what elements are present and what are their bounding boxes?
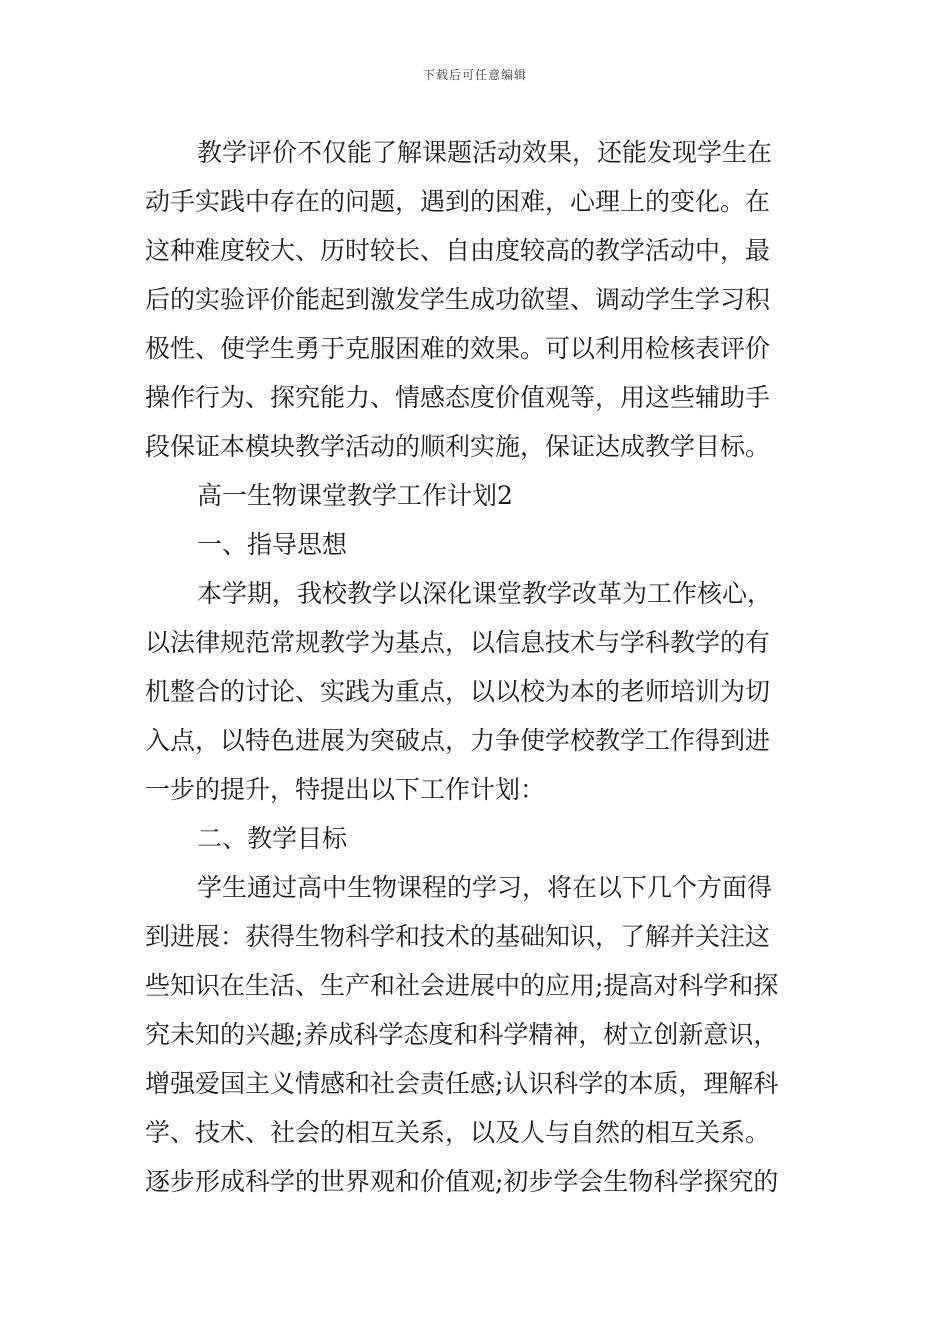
section-heading-teaching-goals: 二、教学目标 bbox=[197, 824, 348, 853]
text-line: 教学评价不仅能了解课题活动效果，还能发现学生在 bbox=[197, 138, 773, 167]
text-line: 些知识在生活、生产和社会进展中的应用;提高对科学和探 bbox=[145, 971, 779, 1000]
text-line: 到进展：获得生物科学和技术的基础知识，了解并关注这 bbox=[145, 922, 771, 951]
text-line: 后的实验评价能起到激发学生成功欲望、调动学生学习积 bbox=[145, 285, 771, 314]
text-line: 机整合的讨论、实践为重点，以以校为本的老师培训为切 bbox=[145, 677, 771, 706]
paragraph-guiding-thought bbox=[145, 569, 810, 814]
text-line: 本学期，我校教学以深化课堂教学改革为工作核心， bbox=[197, 579, 773, 608]
text-line: 究未知的兴趣;养成科学态度和科学精神，树立创新意识， bbox=[145, 1020, 779, 1049]
text-line: 学、技术、社会的相互关系，以及人与自然的相互关系。 bbox=[145, 1118, 771, 1147]
text-line: 极性、使学生勇于克服困难的效果。可以利用检核表评价 bbox=[145, 334, 771, 363]
document-body bbox=[145, 128, 810, 1206]
text-line: 学生通过高中生物课程的学习，将在以下几个方面得 bbox=[197, 873, 773, 902]
plan-title: 高一生物课堂教学工作计划2 bbox=[197, 481, 513, 510]
text-line: 增强爱国主义情感和社会责任感;认识科学的本质，理解科 bbox=[145, 1069, 779, 1098]
text-line: 这种难度较大、历时较长、自由度较高的教学活动中，最 bbox=[145, 236, 771, 265]
text-line: 段保证本模块教学活动的顺利实施，保证达成教学目标。 bbox=[145, 432, 771, 461]
text-line: 逐步形成科学的世界观和价值观;初步学会生物科学探究的 bbox=[145, 1167, 779, 1196]
text-line: 动手实践中存在的问题，遇到的困难，心理上的变化。在 bbox=[145, 187, 771, 216]
paragraph-evaluation bbox=[145, 128, 810, 471]
text-line: 操作行为、探究能力、情感态度价值观等，用这些辅助手 bbox=[145, 383, 771, 412]
text-line: 入点，以特色进展为突破点，力争使学校教学工作得到进 bbox=[145, 726, 771, 755]
section-heading-guiding-thought: 一、指导思想 bbox=[197, 530, 348, 559]
text-line: 一步的提升，特提出以下工作计划： bbox=[145, 775, 546, 804]
paragraph-teaching-goals bbox=[145, 863, 810, 1206]
text-line: 以法律规范常规教学为基点，以信息技术与学科教学的有 bbox=[145, 628, 771, 657]
page-header-note: 下载后可任意编辑 bbox=[422, 68, 527, 82]
